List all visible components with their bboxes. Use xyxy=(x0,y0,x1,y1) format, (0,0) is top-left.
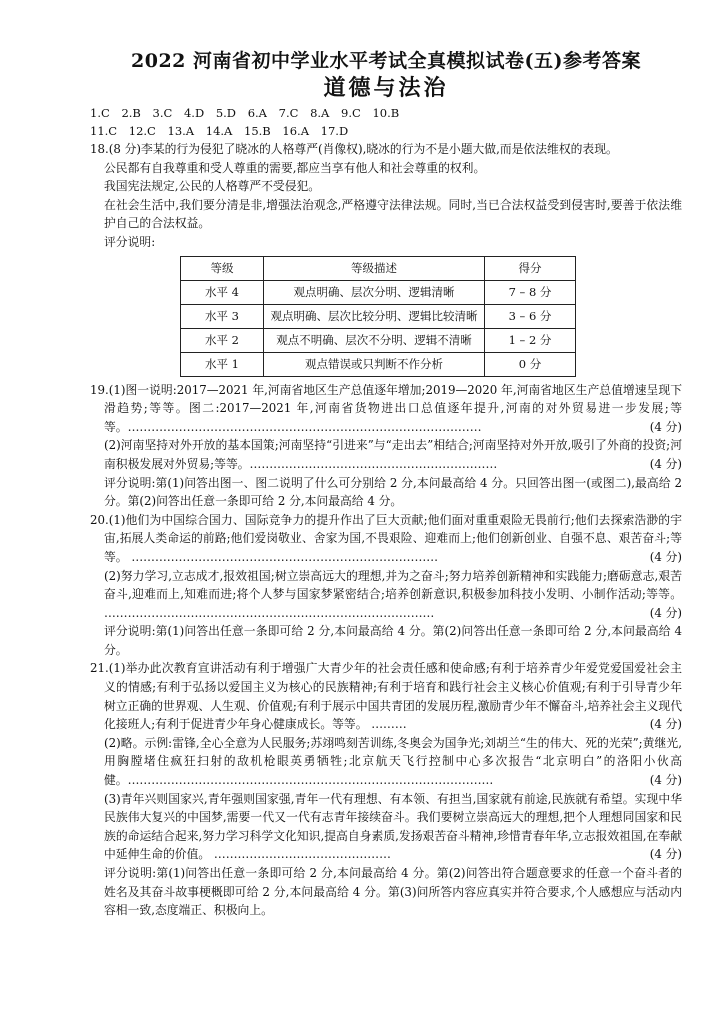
answer-text: (1)他们为中国综合国力、国际竞争力的提升作出了巨大贡献;他们面对重重艰险无畏前行;他们去探索浩渺的宇宙,拓展人类命运的前路;他们爱岗敬业、舍家为国,不畏艰险、迎难而上;他们创新创业、自强不息、艰苦奋斗;等等。 …………………………………………………………………… xyxy=(104,512,682,564)
table-header-row xyxy=(181,256,576,280)
choice-answer: 16.A xyxy=(282,124,309,138)
choice-answer: 1.C xyxy=(90,106,110,120)
scoring-note: 评分说明:第(1)问答出任意一条即可给 2 分,本问最高给 4 分。第(2)问答出符合题意要求的任意一个奋斗者的姓名及其奋斗故事梗概即可给 2 分,本问最高给 4 分。第(3)问所答内容应真实并符合要求,个人感想应与活动内容相一致,态度端正、积极向上。 xyxy=(104,866,682,918)
subject-title: 道德与法治 xyxy=(323,75,449,101)
choice-answer: 4.D xyxy=(183,106,205,120)
question-number: 19. xyxy=(90,382,109,397)
choice-answer: 11.C xyxy=(90,124,118,138)
score-value: (4 分) xyxy=(649,773,682,788)
answer-text: (1)举办此次教育宣讲活动有利于增强广大青少年的社会责任感和使命感;有利于培养青少年爱党爱国爱社会主义的情感;有利于弘扬以爱国主义为核心的民族精神;有利于培育和践行社会主义核心价值观;有利于引导青少年树立正确的世界观、人生观、价值观;有利于展示中国共青团的发展历程,激励青少年不懈奋斗,培养社会主义现代化接班人;有利于促进青少年身心健康成长。等等。 ……… xyxy=(104,661,682,732)
choice-answer: 12.C xyxy=(128,124,156,138)
answer-text: (2)努力学习,立志成才,报效祖国;树立崇高远大的理想,并为之奋斗;努力培养创新精神和实践能力;磨砺意志,艰苦奋斗,迎难而上,知难而进;将个人梦与国家梦紧密结合;培养创新意识,积极参加科技小发明、小制作活动;等等。 ………………………………………………………………………… xyxy=(104,568,682,620)
choice-answer: 14.A xyxy=(205,124,233,138)
table-cell: 1 – 2 分 xyxy=(485,328,576,352)
choice-answer: 5.D xyxy=(215,106,237,120)
score-value: (4 分) xyxy=(649,847,682,862)
answer-text: (8 分)李某的行为侵犯了晓冰的人格尊严(肖像权),晓冰的行为不是小题大做,而是依法维权的表现。 xyxy=(108,142,618,156)
question-number: 21. xyxy=(90,661,109,676)
question-number: 20. xyxy=(90,512,109,527)
table-cell: 观点不明确、层次不分明、逻辑不清晰 xyxy=(264,328,485,352)
answer-text: 公民都有自我尊重和受人尊重的需要,都应当享有他人和社会尊重的权利。 xyxy=(104,160,486,175)
column-header: 等级描述 xyxy=(264,256,485,280)
table-row xyxy=(181,304,576,328)
choice-answer: 3.C xyxy=(152,106,173,120)
score-value: (4 分) xyxy=(649,605,682,620)
page-title: 2022 河南省初中学业水平考试全真模拟试卷(五)参考答案 xyxy=(131,50,641,72)
answer-text: 在社会生活中,我们要分清是非,增强法治观念,严格遵守法律法规。同时,当已合法权益受到侵害时,要善于依法维护自己的合法权益。 xyxy=(104,197,682,231)
choice-answer: 15.B xyxy=(244,124,271,138)
score-value: (4 分) xyxy=(649,456,682,471)
choice-answers-row-2 xyxy=(90,122,682,140)
table-row xyxy=(181,280,576,304)
answer-text: (2)河南坚持对外开放的基本国策;河南坚持“引进来”与“走出去”相结合;河南坚持对外开放,吸引了外商的投资;河南积极发展对外贸易;等等。……………………………………………………… xyxy=(104,438,682,471)
grading-table xyxy=(180,256,576,377)
table-cell: 水平 3 xyxy=(181,304,264,328)
scoring-note: 评分说明:第(1)问答出图一、图二说明了什么可分别给 2 分,本问最高给 4 分。只回答出图一(或图二),最高给 2 分。第(2)问答出任意一条即可给 2 分,本问最高给 4 分。 xyxy=(104,475,682,509)
answer-text: (3)青年兴则国家兴,青年强则国家强,青年一代有理想、有本领、有担当,国家就有前途,民族就有希望。实现中华民族伟大复兴的中国梦,需要一代又一代有志青年接续奋斗。我们要树立崇高远大的理想,把个人理想同国家和民族的命运结合起来,努力学习科学文化知识,提高自身素质,发扬艰苦奋斗精神,珍惜青春年华,立志报效祖国,在奉献中延伸生命的价值。 ……………………………………… xyxy=(104,791,682,862)
choice-answers-row-1 xyxy=(90,104,682,122)
choice-answer: 2.B xyxy=(121,106,141,120)
score-value: (4 分) xyxy=(649,717,682,732)
choice-answer: 9.C xyxy=(341,106,361,120)
column-header: 得分 xyxy=(485,256,576,280)
choice-answer: 7.C xyxy=(278,106,299,120)
question-21 xyxy=(90,659,682,919)
table-row xyxy=(181,328,576,352)
table-cell: 水平 1 xyxy=(181,352,264,376)
table-cell: 7 – 8 分 xyxy=(485,280,576,304)
choice-answer: 17.D xyxy=(320,124,349,138)
table-cell: 0 分 xyxy=(485,352,576,376)
table-cell: 3 – 6 分 xyxy=(485,304,576,328)
answer-text: (1)图一说明:2017—2021 年,河南省地区生产总值逐年增加;2019—2020 年,河南省地区生产总值增速呈现下滑趋势;等等。图二:2017—2021 年,河南省货物进出口总值逐年提升,河南的对外贸易进一步发展;等等。……………………………………………………………………………… xyxy=(104,382,682,434)
choice-answer: 13.A xyxy=(167,124,195,138)
choice-answer: 8.A xyxy=(310,106,330,120)
column-header: 等级 xyxy=(181,256,264,280)
table-cell: 水平 2 xyxy=(181,328,264,352)
choice-answer: 10.B xyxy=(372,106,400,120)
question-number: 18. xyxy=(90,142,109,156)
scoring-note: 评分说明:第(1)问答出任意一条即可给 2 分,本问最高给 4 分。第(2)问答出任意一条即可给 2 分,本问最高给 4 分。 xyxy=(104,624,682,657)
question-20 xyxy=(90,511,682,660)
scoring-note-label: 评分说明: xyxy=(104,234,156,249)
table-cell: 观点明确、层次分明、逻辑清晰 xyxy=(264,280,485,304)
answer-text: (2)略。示例:雷锋,全心全意为人民服务;苏翊鸣刻苦训练,冬奥会为国争光;刘胡兰“生的伟大、死的光荣”;黄继光,用胸膛堵住疯狂扫射的敌机枪眼英勇牺牲;北京航天飞行控制中心多次报告“北京明白”的洛阳小伙高健。………………………………………………………………………………… xyxy=(104,735,682,788)
answer-text: 我国宪法规定,公民的人格尊严不受侵犯。 xyxy=(104,179,321,194)
table-row xyxy=(181,352,576,376)
table-cell: 观点错误或只判断不作分析 xyxy=(264,352,485,376)
question-18 xyxy=(90,140,682,252)
table-cell: 观点明确、层次比较分明、逻辑比较清晰 xyxy=(264,304,485,328)
score-value: (4 分) xyxy=(649,419,682,434)
score-value: (4 分) xyxy=(649,549,682,564)
question-19 xyxy=(90,381,682,511)
choice-answer: 6.A xyxy=(247,106,267,120)
table-cell: 水平 4 xyxy=(181,280,264,304)
